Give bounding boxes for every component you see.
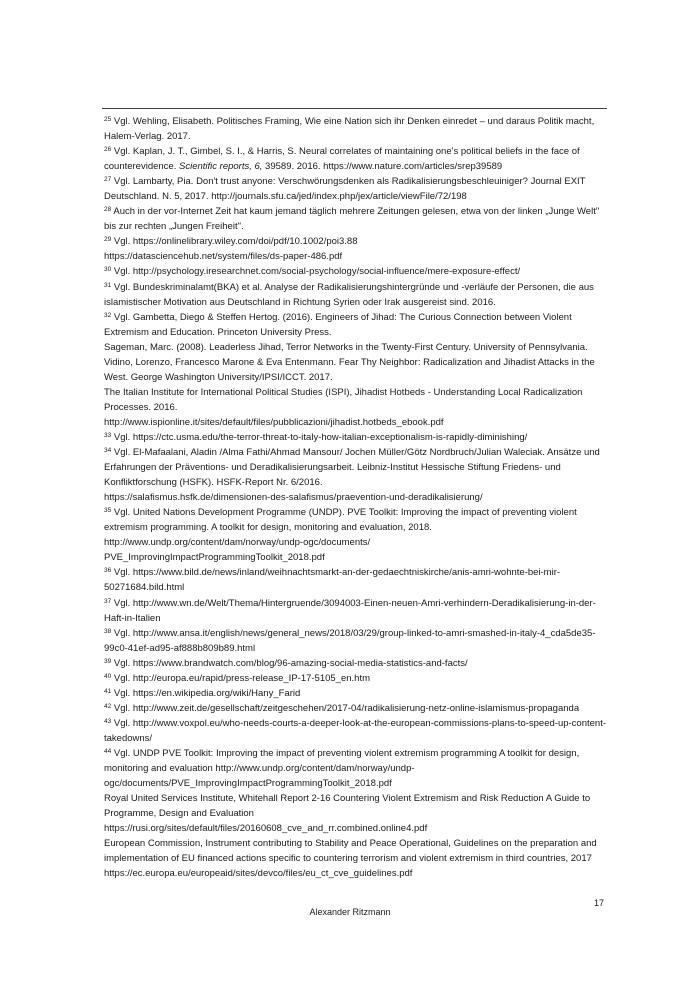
footnote-italic-text: Scientific reports, 6, <box>179 161 263 173</box>
footnote-text: Vgl. https://www.bild.de/news/inland/weihnachtsmarkt-an-der-gedaechtniskirche/anis-amri-wohnte-bei-mir-50271684.bild.html <box>104 567 561 594</box>
footnote-text: Vgl. http://www.ansa.it/english/news/general_news/2018/03/29/group-linked-to-amri-smashed-in-italy-4_cda5de35-99c0-41ef-ad95-af888b809b89.html <box>104 627 596 654</box>
footnote-text: Vgl. Kaplan, J. T., Gimbel, S. I., & Harris, S. Neural correlates of maintaining one's political beliefs in the face of counterevidence. <box>104 146 580 173</box>
footnote-number: 36 <box>104 567 112 575</box>
footnote-text: Vidino, Lorenzo, Francesco Marone & Eva Entenmann. Fear Thy Neighbor: Radicalization and Jihadist Attacks in the West. George Washington University/IPSI/ICCT. 2017. <box>104 356 595 383</box>
footnote-number: 44 <box>104 747 112 755</box>
footnote-number: 26 <box>104 146 112 154</box>
footnote-number: 34 <box>104 447 112 455</box>
footnote-number: 42 <box>104 702 112 710</box>
footnote-text: Vgl. http://psychology.iresearchnet.com/social-psychology/social-influence/mere-exposure-effect/ <box>113 266 521 278</box>
footnote-text: Vgl. https://ctc.usma.edu/the-terror-threat-to-italy-how-italian-exceptionalism-is-rapidly-diminishing/ <box>113 431 528 443</box>
footnote-number: 31 <box>104 281 112 289</box>
footnote <box>104 791 607 821</box>
footnote-text: Vgl. Wehling, Elisabeth. Politisches Framing, Wie eine Nation sich ihr Denken einredet – und daraus Politik macht, Halem-Verlag. 2017. <box>104 116 595 143</box>
footnote-number: 35 <box>104 507 112 515</box>
footnote-number: 33 <box>104 431 112 439</box>
footnote-text: Vgl. El-Mafaalani, Aladin /Alma Fathi/Ahmad Mansour/ Jochen Müller/Götz Nordbruch/Julian Waleciak. Ansätze und Erfahrungen der Präventions- und Deradikalisierungsarbeit. Leibniz-Institut Hessische Stiftung Friedens- und Konfliktforschung (HSFK). HSFK-Report Nr. 6/2016. <box>104 447 600 489</box>
footnote-separator <box>102 108 607 109</box>
footnote-text-continued: 39589. 2016. https://www.nature.com/articles/srep39589 <box>262 161 503 173</box>
footnote <box>104 144 607 174</box>
footnote-text: https://salafismus.hsfk.de/dimensionen-des-salafismus/praevention-und-deradikalisierung/ <box>104 492 483 504</box>
footnote <box>104 596 607 626</box>
footnote-number: 43 <box>104 717 112 725</box>
footnote-number: 39 <box>104 657 112 665</box>
footnote-text: https://rusi.org/sites/default/files/20160608_cve_and_rr.combined.online4.pdf <box>104 823 428 835</box>
footnote-text: Auch in der vor-Internet Zeit hat kaum jemand täglich mehrere Zeitungen gelesen, etwa von der linken „Junge Welt" bis zur rechten „Jungen Freiheit". <box>104 206 600 233</box>
footnote <box>104 626 607 656</box>
footnote-text: Vgl. https://onlinelibrary.wiley.com/doi/pdf/10.1002/poi3.88 <box>113 236 358 248</box>
footnote <box>104 565 607 595</box>
footnote-text: PVE_ImprovingImpactProgrammingToolkit_2018.pdf <box>104 552 325 564</box>
footnote <box>104 174 607 204</box>
footnote-number: 27 <box>104 176 112 184</box>
footnote-number: 28 <box>104 206 112 214</box>
footnote <box>104 671 607 686</box>
footnote <box>104 340 607 355</box>
footnote-text: Royal United Services Institute, Whitehall Report 2-16 Countering Violent Extremism and Risk Reduction A Guide to Programme, Design and Evaluation <box>104 793 591 820</box>
footnote-number: 29 <box>104 236 112 244</box>
footnote-text: Sageman, Marc. (2008). Leaderless Jihad, Terror Networks in the Twenty-First Century. University of Pennsylvania. <box>104 341 588 353</box>
footnote <box>104 716 607 746</box>
footnote-number: 41 <box>104 687 112 695</box>
footnote <box>104 264 607 279</box>
footnote <box>104 836 607 881</box>
footnote <box>104 550 607 565</box>
footnote-text: Vgl. http://www.voxpol.eu/who-needs-courts-a-deeper-look-at-the-european-commissions-plans-to-speed-up-content-takedowns/ <box>104 717 607 744</box>
footnote-text: Vgl. Gambetta, Diego & Steffen Hertog. (2016). Engineers of Jihad: The Curious Connection between Violent Extremism and Education. Princeton University Press. <box>104 311 572 338</box>
footnote-text: Vgl. UNDP PVE Toolkit: Improving the impact of preventing violent extremism programming A toolkit for design, monitoring and evaluation http://www.undp.org/content/dam/norway/undp-ogc/documents/PVE_ImprovingImpactProgrammingToolkit_2018.pdf <box>104 747 580 790</box>
footnote-text: European Commission, Instrument contributing to Stability and Peace Operational, Guidelines on the preparation and implementation of EU financed actions specific to countering terrorism and violent extremism in third countries, 2017 https://ec.europa.eu/europeaid/sites/devco/files/eu_ct_cve_guidelines.pdf <box>104 838 597 880</box>
footnote <box>104 204 607 234</box>
footnote-text: Vgl. https://en.wikipedia.org/wiki/Hany_Farid <box>113 687 301 699</box>
footnote-text: Vgl. http://www.wn.de/Welt/Thema/Hintergruende/3094003-Einen-neuen-Amri-verhindern-Deradikalisierung-in-der-Haft-in-Italien <box>104 597 596 624</box>
footnote-number: 32 <box>104 311 112 319</box>
footnote-number: 38 <box>104 627 112 635</box>
author-footer: Alexander Ritzmann <box>309 907 391 917</box>
footnote <box>104 445 607 490</box>
footnote <box>104 535 607 550</box>
footnote <box>104 701 607 716</box>
footnote-text: http://www.ispionline.it/sites/default/files/pubblicazioni/jihadist.hotbeds_ebook.pdf <box>104 416 444 428</box>
footnotes-list <box>104 114 607 881</box>
footnote-number: 30 <box>104 266 112 274</box>
footnote-text: Vgl. Bundeskriminalamt(BKA) et al. Analyse der Radikalisierungshintergründe und -verläufe der Personen, die aus islamistischer Motivation aus Deutschland in Richtung Syrien oder Irak ausgereist sind. 2016. <box>104 281 594 308</box>
footnote-text: http://www.undp.org/content/dam/norway/undp-ogc/documents/ <box>104 537 371 549</box>
footnote <box>104 415 607 430</box>
footnote-number: 37 <box>104 597 112 605</box>
footnote <box>104 430 607 445</box>
footnote <box>104 114 607 144</box>
footnote-text: Vgl. https://www.brandwatch.com/blog/96-amazing-social-media-statistics-and-facts/ <box>113 657 468 669</box>
footnote <box>104 310 607 340</box>
footnote-number: 25 <box>104 116 112 123</box>
footnote-text: The Italian Institute for International Political Studies (ISPI), Jihadist Hotbeds - Understanding Local Radicalization Processes. 2016. <box>104 386 583 413</box>
footnote <box>104 686 607 701</box>
footnote-text: Vgl. United Nations Development Programme (UNDP). PVE Toolkit: Improving the impact of preventing violent extremism programming. A toolkit for design, monitoring and evaluation, 2018. <box>104 507 577 534</box>
footnote <box>104 280 607 310</box>
footnote <box>104 249 607 264</box>
footnote-text: Vgl. http://europa.eu/rapid/press-release_IP-17-5105_en.htm <box>113 672 371 684</box>
footnote <box>104 821 607 836</box>
footnote-text: Vgl. http://www.zeit.de/gesellschaft/zeitgeschehen/2017-04/radikalisierung-netz-online-islamismus-propaganda <box>113 702 580 714</box>
footnote <box>104 746 607 791</box>
footnote-text: Vgl. Lambarty, Pia. Don't trust anyone: Verschwörungsdenken als Radikalisierungsbeschleuiniger? Journal EXIT Deutschland. N. 5, 2017. http://journals.sfu.ca/jed/index.php/jex/article/viewFile/72/198 <box>104 176 586 203</box>
footnote-text: https://datasciencehub.net/system/files/ds-paper-486.pdf <box>104 251 343 263</box>
footnote <box>104 385 607 415</box>
page-number: 17 <box>594 898 605 908</box>
footnote <box>104 355 607 385</box>
footnote <box>104 490 607 505</box>
footnote <box>104 234 607 249</box>
footnote-number: 40 <box>104 672 112 680</box>
footnote <box>104 505 607 535</box>
footnote <box>104 656 607 671</box>
